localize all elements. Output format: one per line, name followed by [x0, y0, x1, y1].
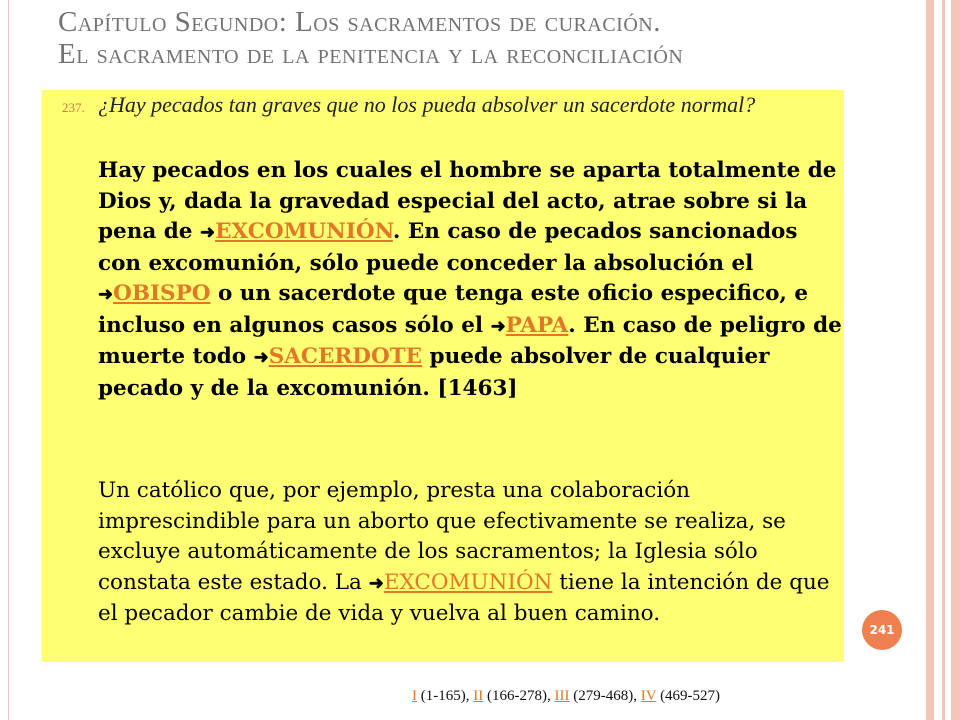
nav-link-part-2[interactable]: II: [473, 688, 484, 704]
arrow-right-icon: ➜: [368, 572, 384, 594]
link-papa[interactable]: PAPA: [505, 312, 569, 338]
explanation-text: Un católico que, por ejemplo, presta una colaboración imprescindible para un aborto que efectivamente se realiza, se excluye automáticamente de los sacramentos; la Iglesia sólo constata este estado. La: [98, 478, 786, 595]
page-number-badge: 241: [862, 610, 902, 650]
explanation-paragraph: [98, 476, 843, 630]
decorative-stripe: [951, 0, 960, 720]
link-obispo[interactable]: OBISPO: [113, 281, 211, 306]
link-excomunion-2[interactable]: EXCOMUNIÓN: [383, 569, 553, 595]
nav-range: (279-468),: [569, 688, 641, 704]
answer-text: Hay pecados en los cuales el hombre se aparta totalmente de Dios y, dada la gravedad especial del acto, atrae sobre si la pena de: [98, 158, 837, 244]
title-line-1: Capítulo Segundo: Los sacramentos de curación.: [58, 6, 661, 38]
answer-text: . En caso de pecados sancionados con excomunión, sólo puede conceder la absolución el: [98, 219, 798, 276]
arrow-right-icon: ➜: [98, 284, 114, 305]
question-number: 237.: [62, 100, 85, 115]
slide-title: [58, 6, 898, 70]
arrow-right-icon: ➜: [253, 347, 269, 368]
section-navigation: [412, 688, 720, 705]
arrow-right-icon: ➜: [199, 222, 216, 243]
answer-text: o un sacerdote que tenga este oficio especifico, e incluso en algunos casos sólo el: [98, 281, 809, 338]
answer-text: . En caso de peligro de muerte todo: [98, 312, 842, 369]
nav-link-part-3[interactable]: III: [554, 688, 570, 704]
title-line-2: El sacramento de la penitencia y la reconciliación: [58, 38, 684, 70]
answer-text: puede absolver de cualquier pecado y de la excomunión. [1463]: [98, 344, 770, 401]
explanation-text: tiene la intención de que el pecador cambie de vida y vuelva al buen camino.: [98, 569, 830, 626]
decorative-stripe: [926, 0, 934, 720]
arrow-right-icon: ➜: [490, 315, 506, 337]
link-excomunion[interactable]: EXCOMUNIÓN: [215, 219, 393, 244]
link-sacerdote[interactable]: SACERDOTE: [268, 344, 423, 369]
nav-range: (1-165),: [417, 688, 474, 704]
left-rule: [8, 0, 9, 720]
nav-link-part-1[interactable]: I: [412, 688, 417, 704]
question-text: ¿Hay pecados tan graves que no los pueda absolver un sacerdote normal?: [98, 92, 756, 117]
nav-link-part-4[interactable]: IV: [640, 688, 657, 704]
nav-range: (469-527): [656, 688, 721, 704]
answer-paragraph: [98, 156, 843, 404]
nav-range: (166-278),: [483, 688, 555, 704]
decorative-stripe: [942, 0, 945, 720]
